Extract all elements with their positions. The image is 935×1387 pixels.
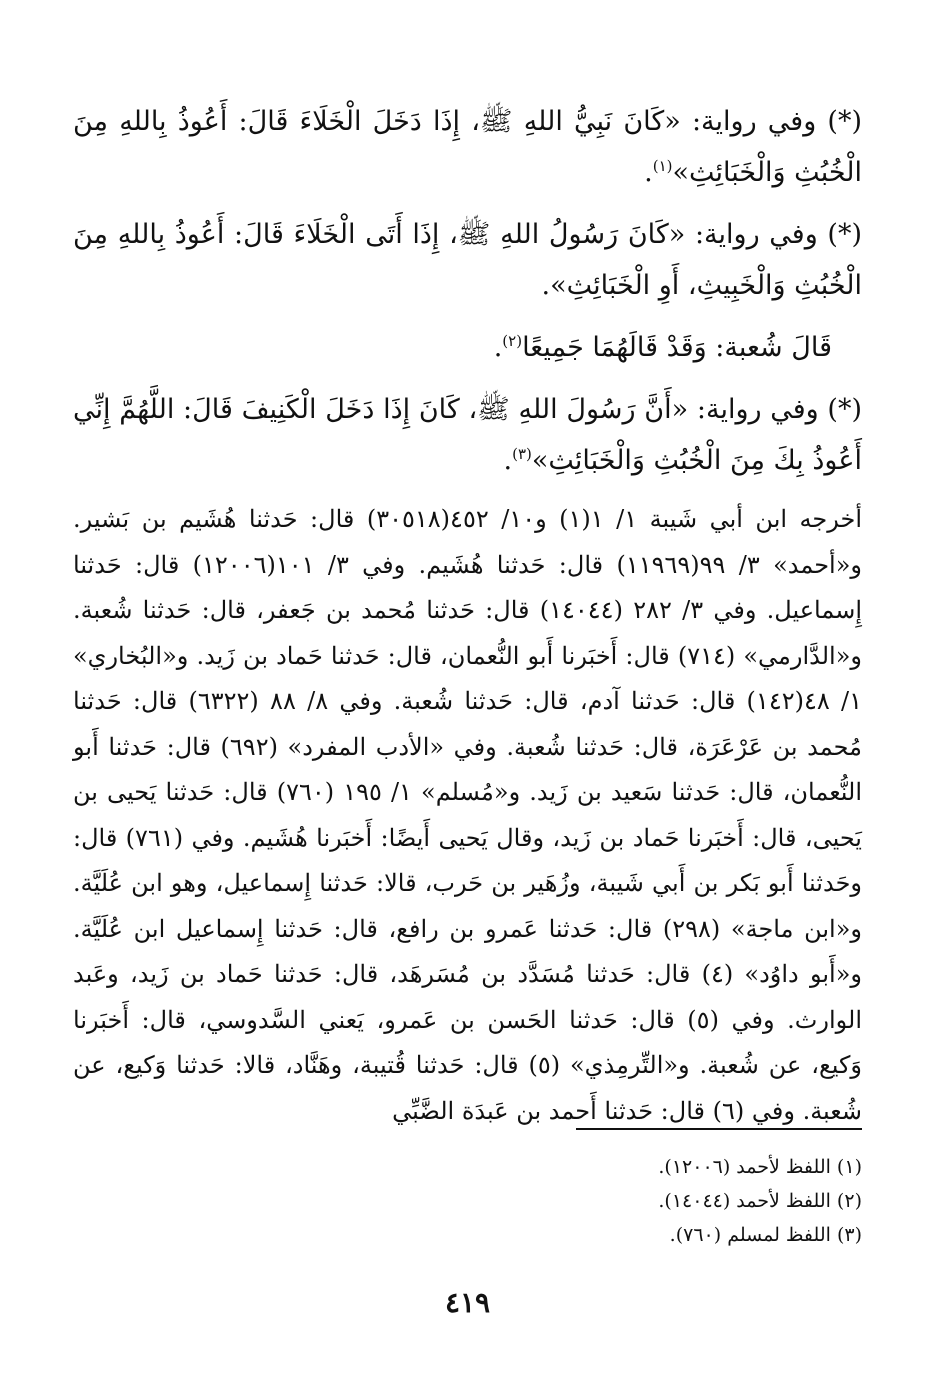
footnote-2: (٢) اللفظ لأحمد (١٤٠٤٤).: [658, 1190, 862, 1212]
narration-text: (*) وفي رواية: «كَانَ نَبِيُّ اللهِ ﷺ، إِذَا دَخَلَ الْخَلَاءَ قَالَ: أَعُوذُ بِاللهِ مِنَ الْخُبُثِ وَالْخَبَائِثِ»: [73, 106, 862, 188]
footnote-separator: [576, 1128, 862, 1130]
narration-paragraph-2: [73, 209, 862, 311]
narration-paragraph-3: قَالَ شُعبة: وَقَدْ قَالَهُمَا جَمِيعًا$^{(٢)}$.: [493, 332, 832, 363]
narration-paragraph-4: (*) وفي رواية: «أَنَّ رَسُولَ اللهِ ﷺ، كَانَ إِذَا دَخَلَ الْكَنِيفَ قَالَ: اللَّهُمَّ إِنِّي أَعُوذُ بِكَ مِنَ الْخُبُثِ وَالْخَبَائِثِ»$^{(٣)}$.: [73, 394, 862, 476]
narration-text: قَالَ شُعبة: وَقَدْ قَالَهُمَا جَمِيعًا: [522, 332, 832, 363]
main-text: [73, 96, 862, 1145]
narration-paragraph-1: (*) وفي رواية: «كَانَ نَبِيُّ اللهِ ﷺ، إِذَا دَخَلَ الْخَلَاءَ قَالَ: أَعُوذُ بِاللهِ مِنَ الْخُبُثِ وَالْخَبَائِثِ»$^{(١)}$.: [73, 106, 862, 188]
narration-text: (*) وفي رواية: «أَنَّ رَسُولَ اللهِ ﷺ، كَانَ إِذَا دَخَلَ الْكَنِيفَ قَالَ: اللَّهُمَّ إِنِّي أَعُوذُ بِكَ مِنَ الْخُبُثِ وَالْخَبَائِثِ»: [73, 394, 862, 476]
narration-text: (*) وفي رواية: «كَانَ رَسُولُ اللهِ ﷺ، إِذَا أَتَى الْخَلَاءَ قَالَ: أَعُوذُ بِاللهِ مِنَ الْخُبُثِ وَالْخَبِيثِ، أَوِ الْخَبَائِثِ».: [73, 219, 862, 301]
footnotes: [162, 1150, 862, 1252]
source-paragraph: أخرجه ابن أبي شَيبة ١/ ١(١) و١٠/ ٤٥٢(٣٠٥١٨) قال: حَدثنا هُشَيم بن بَشير. و«أحمد» ٣/ ٩٩(١١٩٦٩) قال: حَدثنا هُشَيم. وفي ٣/ ١٠١(١٢٠٠٦) قال: حَدثنا إِسماعيل. وفي ٣/ ٢٨٢ (١٤٠٤٤) قال: حَدثنا مُحمد بن جَعفر، قال: حَدثنا شُعبة. و«الدَّارمي» (٧١٤) قال: أَخبَرنا أَبو النُّعمان، قال: حَدثنا حَماد بن زَيد. و«البُخاري» ١/ ٤٨(١٤٢) قال: حَدثنا آدم، قال: حَدثنا شُعبة. وفي ٨/ ٨٨ (٦٣٢٢) قال: حَدثنا مُحمد بن عَرْعَرَة، قال: حَدثنا شُعبة. وفي «الأدب المفرد» (٦٩٢) قال: حَدثنا أَبو النُّعمان، قال: حَدثنا سَعيد بن زَيد. و«مُسلم» ١/ ١٩٥ (٧٦٠) قال: حَدثنا يَحيى بن يَحيى، قال: أَخبَرنا حَماد بن زَيد، وقال يَحيى أَيضًا: أَخبَرنا هُشَيم. وفي (٧٦١) قال: وحَدثنا أَبو بَكر بن أَبي شَيبة، وزُهَير بن حَرب، قالا: حَدثنا إِسماعيل، وهو ابن عُلَيَّة. و«ابن ماجة» (٢٩٨) قال: حَدثنا عَمرو بن رافع، قال: حَدثنا إِسماعيل ابن عُلَيَّة. و«أَبو داوُد» (٤) قال: حَدثنا مُسَدَّد بن مُسَرهَد، قال: حَدثنا حَماد بن زَيد، وعَبد الوارث. وفي (٥) قال: حَدثنا الحَسن بن عَمرو، يَعني السَّدوسي، قال: أَخبَرنا وَكيع، عن شُعبة. و«التِّرمِذي» (٥) قال: حَدثنا قُتيبة، وهَنَّاد، قالا: حَدثنا وَكيع، عن شُعبة. وفي (٦) قال: حَدثنا أَحمد بن عَبدَة الضَّبِّي: [73, 505, 863, 1125]
footnote-3: (٣) اللفظ لمسلم (٧٦٠).: [669, 1224, 862, 1246]
footnote-reference: (٣): [512, 445, 532, 463]
footnote-reference: (١): [652, 157, 673, 175]
footnote-1: (١) اللفظ لأحمد (١٢٠٠٦).: [658, 1156, 862, 1178]
page-number: ٤١٩: [444, 1286, 491, 1319]
footnote-reference: (٢): [502, 332, 523, 350]
